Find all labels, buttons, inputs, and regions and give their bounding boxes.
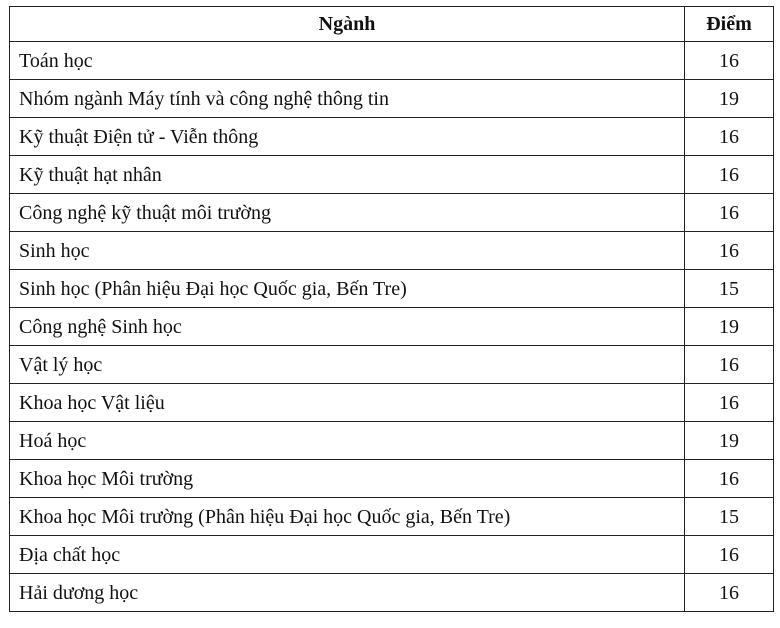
score-cell: 16	[685, 232, 774, 270]
major-name-cell: Khoa học Vật liệu	[10, 384, 685, 422]
table-row	[10, 460, 774, 498]
major-name-cell: Vật lý học	[10, 346, 685, 384]
score-cell: 16	[685, 194, 774, 232]
score-cell: 16	[685, 118, 774, 156]
major-name-cell: Hải dương học	[10, 574, 685, 612]
score-cell: 19	[685, 422, 774, 460]
major-name-cell: Kỹ thuật Điện tử - Viễn thông	[10, 118, 685, 156]
table-row	[10, 232, 774, 270]
table-header-row	[10, 7, 774, 42]
table-row	[10, 118, 774, 156]
score-table-container	[9, 6, 774, 612]
score-cell: 19	[685, 308, 774, 346]
major-name-cell: Địa chất học	[10, 536, 685, 574]
major-column-header: Ngành	[10, 7, 685, 42]
major-name-cell: Công nghệ kỹ thuật môi trường	[10, 194, 685, 232]
score-cell: 16	[685, 156, 774, 194]
score-cell: 16	[685, 536, 774, 574]
score-table	[9, 6, 774, 612]
score-cell: 15	[685, 270, 774, 308]
table-row	[10, 156, 774, 194]
major-name-cell: Nhóm ngành Máy tính và công nghệ thông tin	[10, 80, 685, 118]
table-row	[10, 346, 774, 384]
table-row	[10, 308, 774, 346]
score-column-header: Điểm	[685, 7, 774, 42]
major-name-cell: Công nghệ Sinh học	[10, 308, 685, 346]
major-name-cell: Sinh học (Phân hiệu Đại học Quốc gia, Bến Tre)	[10, 270, 685, 308]
table-row	[10, 194, 774, 232]
table-row	[10, 498, 774, 536]
major-name-cell: Kỹ thuật hạt nhân	[10, 156, 685, 194]
score-cell: 16	[685, 460, 774, 498]
table-row	[10, 42, 774, 80]
table-row	[10, 270, 774, 308]
major-name-cell: Hoá học	[10, 422, 685, 460]
score-cell: 16	[685, 574, 774, 612]
score-cell: 16	[685, 384, 774, 422]
table-row	[10, 384, 774, 422]
score-cell: 19	[685, 80, 774, 118]
score-cell: 16	[685, 42, 774, 80]
major-name-cell: Khoa học Môi trường (Phân hiệu Đại học Quốc gia, Bến Tre)	[10, 498, 685, 536]
table-row	[10, 536, 774, 574]
major-name-cell: Toán học	[10, 42, 685, 80]
major-name-cell: Khoa học Môi trường	[10, 460, 685, 498]
major-name-cell: Sinh học	[10, 232, 685, 270]
table-row	[10, 80, 774, 118]
score-cell: 16	[685, 346, 774, 384]
table-row	[10, 422, 774, 460]
table-body	[10, 42, 774, 612]
score-cell: 15	[685, 498, 774, 536]
table-row	[10, 574, 774, 612]
